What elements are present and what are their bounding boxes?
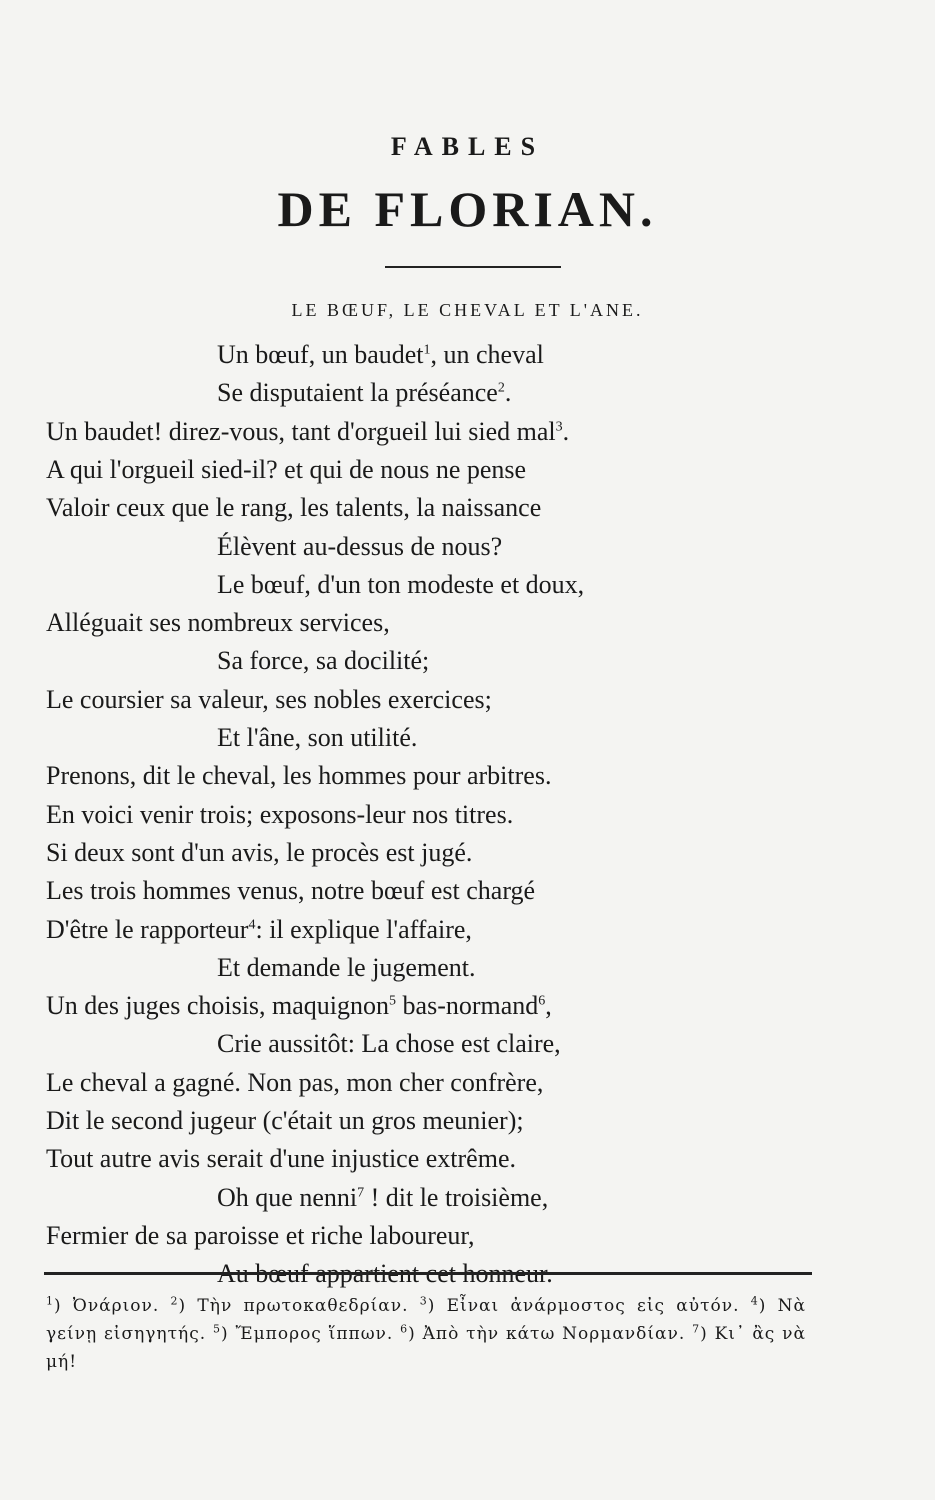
verse-line xyxy=(46,761,551,791)
footnote-marker: 6 xyxy=(538,993,546,1009)
verse-text: Oh que nenni xyxy=(217,1182,358,1212)
footnote-marker: 4 xyxy=(248,916,256,932)
verse-line xyxy=(217,532,502,562)
verse-text: Si deux sont d'un avis, le procès est jugé. xyxy=(46,837,473,867)
verse-text-continued: . xyxy=(562,416,570,446)
verse-text: Un baudet! direz-vous, tant d'orgueil lui sied mal xyxy=(46,416,556,446)
footnote-text: ) Νὰ γείνῃ εἰσηγητής. xyxy=(46,1296,807,1344)
verse-line xyxy=(46,991,552,1021)
verse-line xyxy=(46,1106,524,1136)
verse-text: Valoir ceux que le rang, les talents, la naissance xyxy=(46,493,542,523)
verse-text: Les trois hommes venus, notre bœuf est chargé xyxy=(46,876,536,906)
verse-line xyxy=(46,1068,543,1098)
footnote-number: 5 xyxy=(213,1322,221,1336)
verse-line xyxy=(46,493,541,523)
footnote-divider xyxy=(44,1272,812,1275)
footnote-number: 6 xyxy=(400,1322,409,1336)
verse-text: Fermier de sa paroisse et riche laboureur, xyxy=(46,1220,475,1250)
footnote-text: ) Κι᾽ ἂς νὰ μή! xyxy=(46,1324,806,1372)
footnote-number: 3 xyxy=(419,1294,428,1308)
verse-line xyxy=(217,646,429,676)
verse-text: Se disputaient la préséance xyxy=(217,378,498,408)
verse-line xyxy=(217,953,475,983)
verse-text: Sa force, sa docilité; xyxy=(217,646,430,676)
verse-text-continued: bas-normand xyxy=(396,991,539,1021)
footnote xyxy=(213,1324,393,1344)
verse-line xyxy=(46,685,492,715)
verse-line xyxy=(46,1144,516,1174)
footnote xyxy=(46,1296,159,1316)
footnote-text: ) Ἔμπορος ἵππων. xyxy=(221,1324,394,1344)
verse-line xyxy=(217,378,511,408)
verse-line xyxy=(46,876,535,906)
footnote-marker: 5 xyxy=(389,993,397,1009)
title-divider xyxy=(385,266,561,268)
verse-text: Et demande le jugement. xyxy=(217,952,476,982)
verse-line xyxy=(46,608,390,638)
verse-line xyxy=(217,570,584,600)
footnote-text: ) Εἶναι ἀνάρμοστος εἰς αὐτόν. xyxy=(427,1296,740,1316)
footnote-text: ) Ἀπὸ τὴν κάτω Νορμανδίαν. xyxy=(408,1324,686,1344)
footnote-number: 1 xyxy=(46,1294,54,1308)
footnote-marker: 1 xyxy=(423,342,431,358)
title-fables: FABLES xyxy=(390,132,545,161)
footnotes xyxy=(46,1292,806,1376)
verse-line xyxy=(46,800,513,830)
verse-text: Un des juges choisis, maquignon xyxy=(46,991,390,1021)
footnote-marker: 2 xyxy=(497,380,505,396)
footnote-text: ) Ὀνάριον. xyxy=(54,1296,160,1316)
verse-line xyxy=(46,455,526,485)
verse-text: Un bœuf, un baudet xyxy=(217,340,424,369)
footnote-number: 4 xyxy=(750,1294,759,1308)
verse-text-continued: , xyxy=(545,991,552,1021)
verse-text: Au bœuf appartient cet honneur. xyxy=(217,1259,553,1289)
verse-text: D'être le rapporteur xyxy=(46,914,249,944)
verse-text: Tout autre avis serait d'une injustice extrême. xyxy=(46,1144,516,1174)
footnote-marker: 7 xyxy=(357,1184,365,1200)
verse-line xyxy=(46,1221,475,1251)
footnote xyxy=(171,1296,409,1316)
footnote xyxy=(420,1296,740,1316)
verse-line xyxy=(217,340,544,370)
verse-text-continued: , un cheval xyxy=(430,340,544,369)
footnote-number: 7 xyxy=(692,1322,701,1336)
verse-text: Alléguait ses nombreux services, xyxy=(46,608,390,638)
verse-line xyxy=(217,1183,548,1213)
verse-text: Élèvent au-dessus de nous? xyxy=(217,531,503,561)
verse-text-continued: : il explique l'affaire, xyxy=(255,914,472,944)
verse-text: Prenons, dit le cheval, les hommes pour arbitres. xyxy=(46,761,552,791)
verse-text: Le bœuf, d'un ton modeste et doux, xyxy=(217,569,585,599)
footnote-marker: 3 xyxy=(555,418,563,434)
verse-text: Le coursier sa valeur, ses nobles exercices; xyxy=(46,684,492,714)
footnote-text: ) Τὴν πρωτοκαθεδρίαν. xyxy=(178,1296,409,1316)
verse-text: Crie aussitôt: La chose est claire, xyxy=(217,1029,561,1059)
footnote-number: 2 xyxy=(170,1294,179,1308)
verse-text: A qui l'orgueil sied-il? et qui de nous ne pense xyxy=(46,454,527,484)
fable-title: LE BŒUF, LE CHEVAL ET L'ANE. xyxy=(291,300,644,320)
verse-line xyxy=(217,723,417,753)
verse-text: Dit le second jugeur (c'était un gros meunier); xyxy=(46,1106,524,1135)
verse-text: Le cheval a gagné. Non pas, mon cher confrère, xyxy=(46,1067,544,1097)
verse-line xyxy=(46,417,569,447)
verse-text: En voici venir trois; exposons-leur nos titres. xyxy=(46,799,514,829)
verse-line xyxy=(46,838,472,868)
verse-text-continued: ! dit le troisième, xyxy=(364,1182,549,1212)
verse-text-continued: . xyxy=(504,378,512,408)
title-de-florian: DE FLORIAN. xyxy=(277,181,658,237)
verse-text: Et l'âne, son utilité. xyxy=(217,723,418,752)
footnote xyxy=(400,1324,685,1344)
verse-line xyxy=(217,1029,561,1059)
verse-line xyxy=(46,915,472,945)
